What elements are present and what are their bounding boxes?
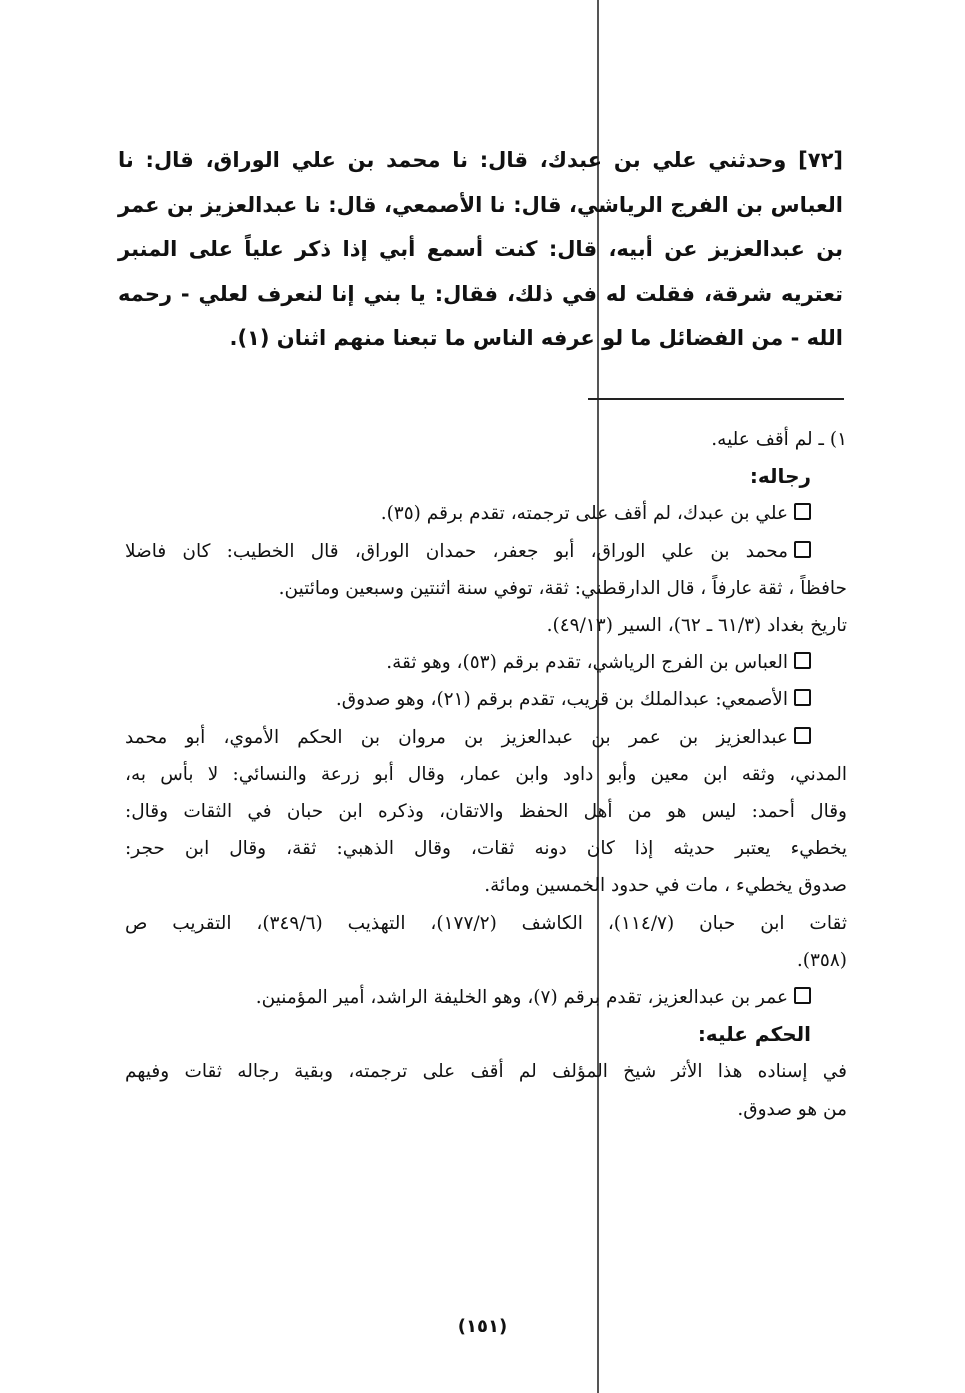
checkbox-icon: [794, 727, 811, 744]
narrator-entry: [125, 495, 847, 532]
narrator-text: محمد بن علي الوراق، أبو جعفر، حمدان الوراق، قال الخطيب: كان فاضلا: [125, 540, 788, 562]
footnote-note: ١) ـ لم أقف عليه.: [711, 429, 847, 450]
checkbox-icon: [794, 652, 811, 669]
hukm-text: من هو صدوق.: [737, 1098, 847, 1120]
narrator-text: العباس بن الفرج الرياشي، تقدم برقم (٥٣)، وهو ثقة.: [386, 652, 788, 674]
narrator-entry: [125, 533, 847, 570]
narrator-source: (٣٥٨).: [796, 949, 847, 971]
narrator-continuation: يخطيء يعتبر حديثه إذا كان دونه ثقات، وقال الذهبي: ثقة، وقال ابن حجر:: [125, 838, 847, 860]
narrator-entry: [125, 719, 847, 756]
narrator-source: ثقات ابن حبان (١١٤/٧)، الكاشف (١٧٧/٢)، التهذيب (٣٤٩/٦)، التقريب ص: [125, 912, 847, 934]
narrator-source: تاريخ بغداد (٦١/٣ ـ ٦٢)، السير (٤٩/١٣).: [546, 615, 847, 637]
footnotes-section: [125, 421, 847, 1128]
main-paragraph: [٧٢] وحدثني علي بن عبدك، قال: نا محمد بن علي الوراق، قال: نا العباس بن الفرج الرياشي، قال: نا الأصمعي، قال: نا عبدالعزيز بن عمر بن عبدالعزيز عن أبيه، قال: كنت أسمع أبي إذا ذكر علياً على المنبر تعتريه شرقة، فقلت له في ذلك، فقال: يا بني إنا لنعرف لعلي - رحمه الله - من الفضائل ما لو عرفه الناس ما تبعنا منهم اثنان (١).: [118, 148, 843, 351]
narrator-entry: [125, 644, 847, 681]
hukm-heading: الحكم عليه:: [697, 1022, 811, 1047]
narrator-entry: [125, 681, 847, 718]
narrator-text: الأصمعي: عبدالملك بن قريب، تقدم برقم (٢١)، وهو صدوق.: [335, 689, 788, 711]
narrator-continuation: حافظاً ، ثقة عارفاً ، قال الدارقطني: ثقة، توفي سنة اثنتين وسبعين ومائتين.: [278, 577, 847, 599]
footnote-divider: [588, 398, 844, 400]
narrator-text: عبدالعزيز بن عمر بن عبدالعزيز بن مروان بن الحكم الأموي، أبو محمد: [125, 726, 788, 748]
narrator-continuation: صدوق يخطيء ، مات في حدود الخمسين ومائة.: [484, 875, 847, 897]
narrator-text: علي بن عبدك، لم أقف على ترجمته، تقدم برقم (٣٥).: [380, 503, 788, 525]
page-number: (١٥١): [457, 1316, 508, 1337]
checkbox-icon: [794, 541, 811, 558]
hukm-text: في إسناده هذا الأثر شيخ المؤلف لم أقف على ترجمته، وبقية رجاله ثقات وفيهم: [125, 1061, 847, 1083]
narrator-continuation: المدني، وثقه ابن معين وأبو داود وابن عمار، وقال أبو زرعة والنسائي: لا بأس به،: [125, 763, 847, 785]
checkbox-icon: [794, 987, 811, 1004]
narrator-text: عمر بن عبدالعزيز، تقدم برقم (٧)، وهو الخليفة الراشد، أمير المؤمنين.: [255, 987, 788, 1009]
narrator-entry: [125, 979, 847, 1016]
rijal-heading: رجاله:: [749, 464, 811, 489]
checkbox-icon: [794, 503, 811, 520]
narrator-continuation: وقال أحمد: ليس هو من أهل الحفظ والاتقان، وذكره ابن حبان في الثقات وقال:: [125, 801, 847, 823]
checkbox-icon: [794, 689, 811, 706]
